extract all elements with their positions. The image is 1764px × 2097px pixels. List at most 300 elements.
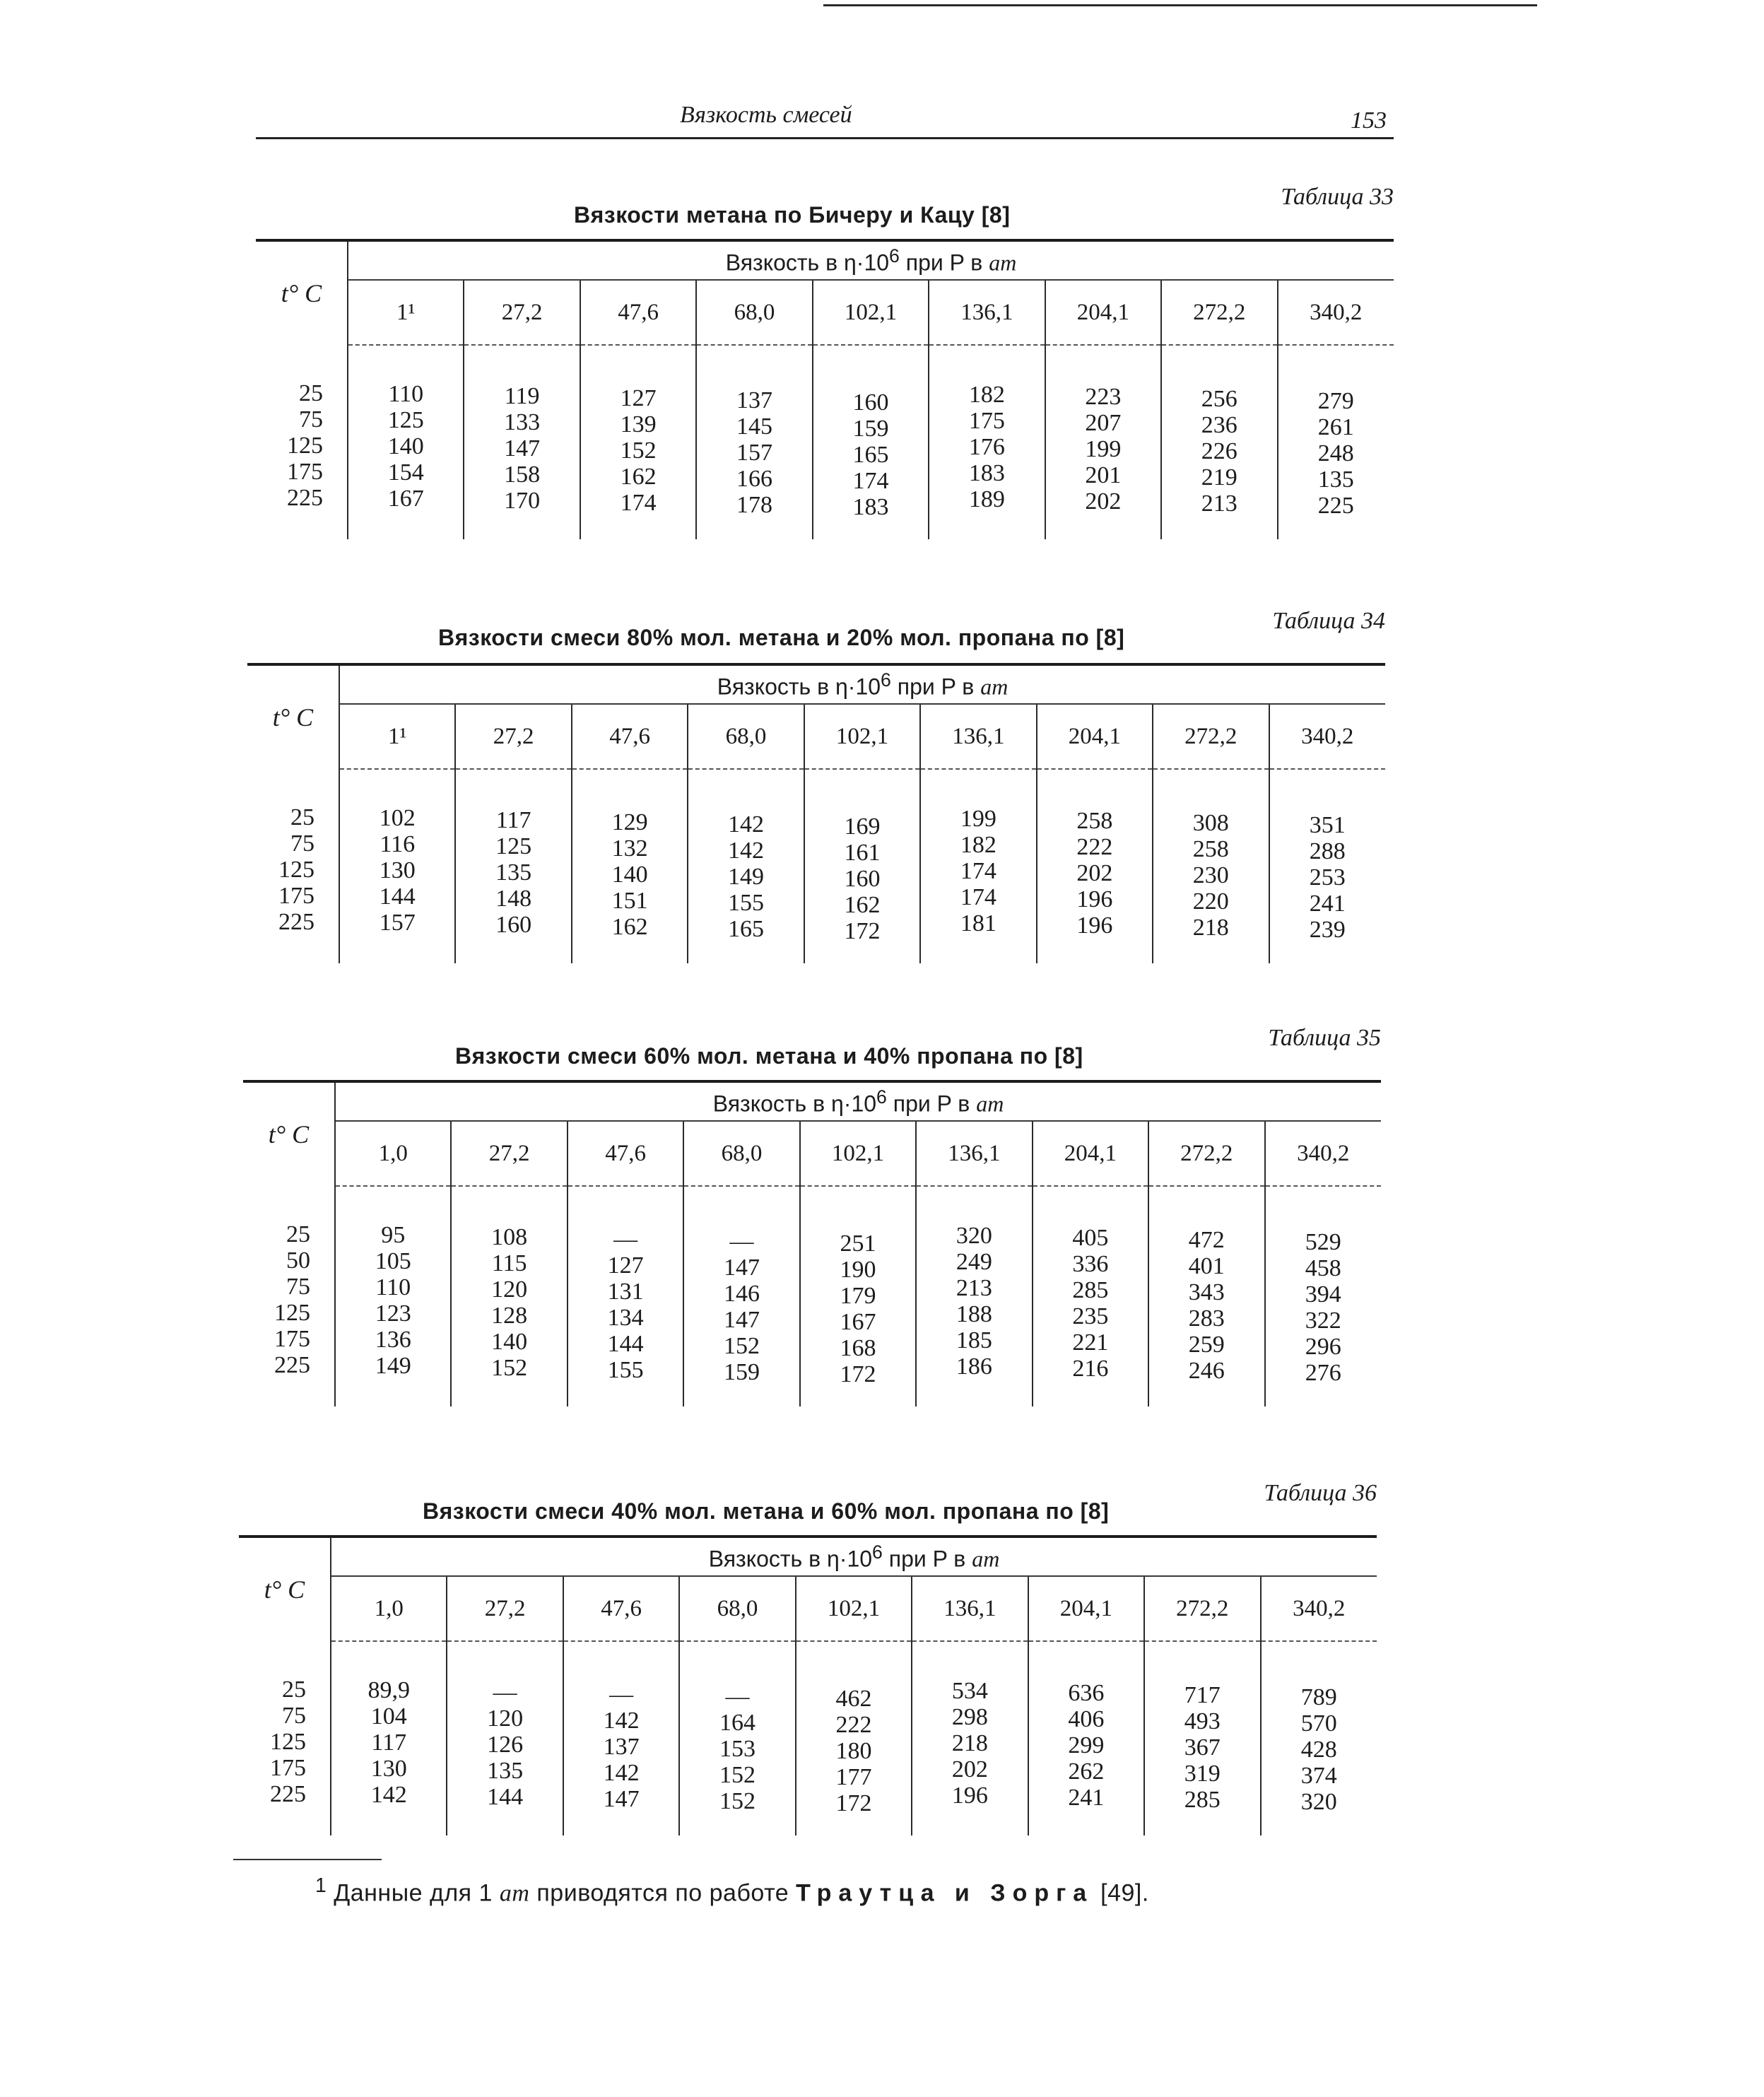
pressure-header: 272,2	[1144, 1576, 1260, 1641]
viscosity-value: 175	[968, 408, 1005, 434]
footnote-marker: 1	[315, 1874, 327, 1897]
pressure-header: 68,0	[679, 1576, 795, 1641]
viscosity-column	[1161, 345, 1277, 539]
pressure-header: 47,6	[572, 704, 688, 769]
viscosity-value: 343	[1188, 1279, 1225, 1305]
viscosity-value: 199	[960, 806, 996, 832]
viscosity-column	[804, 769, 920, 963]
viscosity-value: 125	[387, 407, 424, 433]
viscosity-value: 186	[956, 1353, 992, 1380]
viscosity-value: 276	[1305, 1360, 1341, 1386]
viscosity-value: 158	[504, 462, 541, 488]
temperature-value: 25	[299, 380, 323, 406]
temperature-value: 25	[286, 1221, 310, 1247]
viscosity-prefix: Вязкость в η·10	[717, 674, 881, 700]
viscosity-column	[1153, 769, 1269, 963]
viscosity-value: 170	[504, 488, 541, 514]
pressure-header: 1¹	[339, 704, 455, 769]
temperature-value: 225	[287, 485, 323, 511]
viscosity-value: 166	[736, 466, 773, 492]
table-title: Вязкости смеси 80% мол. метана и 20% мол. пропана по [8]	[438, 625, 1125, 650]
viscosity-value: 213	[1201, 491, 1237, 517]
viscosity-value: 110	[375, 1274, 411, 1300]
temperature-value: 125	[274, 1300, 310, 1326]
viscosity-header	[335, 1081, 1381, 1121]
pressure-header: 340,2	[1265, 1121, 1382, 1186]
viscosity-value: 142	[370, 1782, 407, 1808]
viscosity-column	[920, 769, 1036, 963]
viscosity-value: 172	[835, 1790, 872, 1816]
viscosity-value: 152	[719, 1788, 756, 1814]
temperature-value: 50	[286, 1247, 310, 1274]
viscosity-column	[696, 345, 812, 539]
viscosity-unit: ат	[972, 1546, 1000, 1572]
viscosity-value: 235	[1072, 1303, 1109, 1329]
viscosity-value: 183	[852, 494, 889, 520]
viscosity-value: 178	[736, 492, 773, 518]
footnote-authors: Траутца и Зорга	[796, 1879, 1094, 1907]
viscosity-exponent: 6	[876, 1086, 887, 1108]
viscosity-value: 188	[956, 1301, 992, 1327]
viscosity-column	[1269, 769, 1386, 963]
viscosity-value: 105	[375, 1248, 411, 1274]
viscosity-mid: при P в	[890, 674, 981, 700]
pressure-header: 136,1	[920, 704, 1036, 769]
pressure-header: 340,2	[1261, 1576, 1377, 1641]
pressure-header: 204,1	[1045, 280, 1161, 345]
temperature-value: 25	[290, 804, 314, 830]
viscosity-value: 207	[1085, 410, 1122, 436]
page-edge-line	[823, 4, 1537, 6]
temperature-value: 225	[270, 1781, 306, 1807]
viscosity-value: 117	[495, 807, 531, 833]
temperature-value: 75	[282, 1703, 306, 1729]
footnote	[315, 1874, 1149, 1907]
viscosity-column	[447, 1641, 563, 1835]
viscosity-value: 135	[495, 859, 532, 886]
viscosity-value: —	[609, 1681, 634, 1708]
viscosity-column	[929, 345, 1045, 539]
temperature-value: 75	[299, 406, 323, 433]
viscosity-value: —	[613, 1226, 638, 1252]
pressure-header: 27,2	[464, 280, 580, 345]
pressure-header: 47,6	[568, 1121, 683, 1186]
temperature-column	[247, 769, 339, 963]
viscosity-value: 182	[960, 832, 996, 858]
pressure-header: 102,1	[813, 280, 929, 345]
viscosity-column	[1144, 1641, 1260, 1835]
viscosity-value: 789	[1300, 1684, 1337, 1710]
viscosity-value: 149	[728, 864, 765, 890]
viscosity-value: 146	[724, 1281, 760, 1307]
viscosity-value: 102	[379, 805, 416, 831]
viscosity-value: 145	[736, 413, 773, 440]
viscosity-mid: при P в	[886, 1091, 977, 1117]
viscosity-value: 142	[603, 1708, 640, 1734]
viscosity-value: 135	[1317, 466, 1354, 493]
viscosity-value: 320	[1300, 1789, 1337, 1815]
viscosity-value: 196	[1076, 912, 1113, 939]
viscosity-value: 218	[1192, 915, 1229, 941]
viscosity-value: 95	[381, 1222, 406, 1248]
viscosity-header	[331, 1537, 1377, 1576]
viscosity-value: 406	[1068, 1706, 1105, 1732]
pressure-header: 102,1	[804, 704, 920, 769]
viscosity-value: 258	[1076, 808, 1113, 834]
pressure-header: 1¹	[348, 280, 464, 345]
viscosity-table	[256, 239, 1394, 539]
viscosity-value: 120	[487, 1705, 524, 1732]
pressure-header: 1,0	[331, 1576, 447, 1641]
viscosity-value: 261	[1317, 414, 1354, 440]
t-header: t° C	[256, 240, 348, 345]
viscosity-column	[580, 345, 696, 539]
viscosity-value: 222	[1076, 834, 1113, 860]
viscosity-value: 131	[607, 1279, 644, 1305]
viscosity-column	[1037, 769, 1153, 963]
viscosity-value: 180	[835, 1738, 872, 1764]
viscosity-value: 394	[1305, 1281, 1341, 1308]
viscosity-value: 196	[1076, 886, 1113, 912]
viscosity-value: 174	[620, 490, 657, 516]
viscosity-value: 256	[1201, 386, 1237, 412]
viscosity-value: 216	[1072, 1356, 1109, 1382]
viscosity-value: 167	[840, 1309, 876, 1335]
viscosity-column	[1045, 345, 1161, 539]
viscosity-prefix: Вязкость в η·10	[708, 1546, 873, 1572]
viscosity-column	[1265, 1186, 1382, 1406]
viscosity-value: 374	[1300, 1763, 1337, 1789]
viscosity-value: 248	[1317, 440, 1354, 466]
viscosity-value: 142	[728, 811, 765, 838]
viscosity-value: 218	[951, 1730, 988, 1756]
viscosity-value: 258	[1192, 836, 1229, 862]
pressure-header: 136,1	[912, 1576, 1028, 1641]
temperature-value: 225	[278, 909, 314, 935]
viscosity-unit: ат	[980, 674, 1009, 700]
viscosity-value: 428	[1300, 1737, 1337, 1763]
viscosity-value: 89,9	[368, 1677, 410, 1703]
temperature-value: 75	[286, 1274, 310, 1300]
viscosity-value: 115	[491, 1250, 527, 1276]
footnote-text-mid: приводятся по работе	[529, 1879, 796, 1907]
viscosity-value: 296	[1305, 1334, 1341, 1360]
pressure-header: 27,2	[451, 1121, 567, 1186]
temperature-column	[239, 1641, 331, 1835]
pressure-header: 47,6	[580, 280, 696, 345]
viscosity-value: 262	[1068, 1758, 1105, 1785]
viscosity-value: 236	[1201, 412, 1237, 438]
viscosity-value: 129	[611, 809, 648, 835]
temperature-value: 175	[287, 459, 323, 485]
viscosity-column	[683, 1186, 799, 1406]
viscosity-column	[796, 1641, 912, 1835]
viscosity-exponent: 6	[881, 669, 891, 691]
viscosity-value: 202	[1076, 860, 1113, 886]
pressure-header: 204,1	[1033, 1121, 1148, 1186]
viscosity-value: 298	[951, 1704, 988, 1730]
viscosity-value: 123	[375, 1300, 411, 1327]
viscosity-value: 172	[844, 918, 881, 944]
viscosity-value: 147	[724, 1255, 760, 1281]
viscosity-value: 322	[1305, 1308, 1341, 1334]
temperature-value: 75	[290, 830, 314, 857]
table-label: Таблица 33	[1281, 184, 1394, 210]
viscosity-value: 199	[1085, 436, 1122, 462]
viscosity-table	[247, 663, 1385, 963]
viscosity-value: 259	[1188, 1332, 1225, 1358]
viscosity-column	[348, 345, 464, 539]
page-number: 153	[1351, 107, 1387, 134]
viscosity-value: 144	[607, 1331, 644, 1357]
viscosity-column	[813, 345, 929, 539]
viscosity-value: 176	[968, 434, 1005, 460]
viscosity-value: 167	[387, 486, 424, 512]
viscosity-value: 239	[1309, 917, 1346, 943]
viscosity-value: 222	[835, 1712, 872, 1738]
viscosity-value: 351	[1309, 812, 1346, 838]
viscosity-value: 241	[1309, 891, 1346, 917]
viscosity-value: 130	[370, 1756, 407, 1782]
viscosity-value: 155	[728, 890, 765, 916]
viscosity-value: 299	[1068, 1732, 1105, 1758]
viscosity-value: 153	[719, 1736, 756, 1762]
viscosity-value: 117	[371, 1729, 407, 1756]
viscosity-value: 185	[956, 1327, 992, 1353]
viscosity-value: —	[725, 1684, 750, 1710]
viscosity-value: 190	[840, 1257, 876, 1283]
pressure-header: 204,1	[1037, 704, 1153, 769]
running-title: Вязкость смесей	[680, 102, 852, 128]
viscosity-value: 220	[1192, 888, 1229, 915]
viscosity-value: 126	[487, 1732, 524, 1758]
viscosity-column	[679, 1641, 795, 1835]
pressure-header: 68,0	[688, 704, 804, 769]
viscosity-value: 134	[607, 1305, 644, 1331]
viscosity-column	[1028, 1641, 1144, 1835]
viscosity-column	[800, 1186, 916, 1406]
viscosity-value: 159	[724, 1359, 760, 1385]
viscosity-value: 160	[844, 866, 881, 892]
viscosity-value: 161	[844, 840, 881, 866]
viscosity-value: 174	[960, 884, 996, 910]
footnote-ref: [49].	[1093, 1879, 1149, 1907]
table-title: Вязкости смеси 40% мол. метана и 60% мол. пропана по [8]	[423, 1498, 1110, 1524]
viscosity-value: 226	[1201, 438, 1237, 464]
viscosity-value: 139	[620, 411, 657, 437]
viscosity-header	[339, 664, 1385, 704]
viscosity-value: 225	[1317, 493, 1354, 519]
viscosity-value: 221	[1072, 1329, 1109, 1356]
viscosity-value: 570	[1300, 1710, 1337, 1737]
table-title: Вязкости смеси 60% мол. метана и 40% пропана по [8]	[455, 1043, 1083, 1069]
temperature-value: 125	[270, 1729, 306, 1755]
viscosity-value: 104	[370, 1703, 407, 1729]
viscosity-exponent: 6	[889, 245, 900, 266]
viscosity-value: 130	[379, 857, 416, 883]
viscosity-column	[335, 1186, 451, 1406]
footnote-unit: ат	[499, 1880, 530, 1907]
viscosity-value: 165	[728, 916, 765, 942]
viscosity-column	[331, 1641, 447, 1835]
viscosity-value: 137	[736, 387, 773, 413]
viscosity-value: 367	[1184, 1734, 1221, 1761]
viscosity-table	[239, 1535, 1377, 1835]
viscosity-value: 164	[719, 1710, 756, 1736]
pressure-header: 68,0	[696, 280, 812, 345]
temperature-value: 25	[282, 1676, 306, 1703]
viscosity-value: 279	[1317, 388, 1354, 414]
viscosity-value: 127	[620, 385, 657, 411]
temperature-value: 175	[270, 1755, 306, 1781]
viscosity-value: 177	[835, 1764, 872, 1790]
viscosity-value: 493	[1184, 1708, 1221, 1734]
pressure-header: 136,1	[929, 280, 1045, 345]
viscosity-mid: при P в	[899, 249, 989, 276]
viscosity-value: 151	[611, 888, 648, 914]
viscosity-value: 223	[1085, 384, 1122, 410]
viscosity-value: 401	[1188, 1253, 1225, 1279]
viscosity-column	[563, 1641, 679, 1835]
temperature-column	[243, 1186, 335, 1406]
viscosity-value: 160	[495, 912, 532, 938]
pressure-header: 136,1	[916, 1121, 1032, 1186]
viscosity-value: 110	[388, 381, 424, 407]
t-header: t° C	[239, 1537, 331, 1641]
viscosity-table	[243, 1080, 1381, 1406]
viscosity-value: 120	[491, 1276, 528, 1303]
t-header: t° C	[243, 1081, 335, 1186]
viscosity-value: 135	[487, 1758, 524, 1784]
viscosity-value: 283	[1188, 1305, 1225, 1332]
viscosity-unit: ат	[976, 1091, 1004, 1117]
viscosity-value: 219	[1201, 464, 1237, 491]
viscosity-value: 152	[620, 437, 657, 464]
viscosity-column	[1148, 1186, 1264, 1406]
viscosity-mid: при P в	[882, 1546, 972, 1572]
footnote-separator	[233, 1859, 382, 1860]
viscosity-value: 169	[844, 813, 881, 840]
viscosity-column	[916, 1186, 1032, 1406]
viscosity-value: 308	[1192, 810, 1229, 836]
viscosity-value: —	[493, 1679, 517, 1705]
pressure-header: 1,0	[335, 1121, 451, 1186]
viscosity-exponent: 6	[872, 1541, 883, 1563]
viscosity-value: 108	[491, 1224, 528, 1250]
pressure-header: 204,1	[1028, 1576, 1144, 1641]
viscosity-column	[455, 769, 571, 963]
viscosity-column	[464, 345, 580, 539]
viscosity-prefix: Вязкость в η·10	[712, 1091, 877, 1117]
temperature-value: 225	[274, 1352, 310, 1378]
footnote-text-before: Данные для 1	[334, 1879, 500, 1907]
viscosity-value: 128	[491, 1303, 528, 1329]
viscosity-value: 137	[603, 1734, 640, 1760]
viscosity-value: 157	[379, 910, 416, 936]
pressure-header: 68,0	[683, 1121, 799, 1186]
viscosity-value: 142	[728, 838, 765, 864]
viscosity-column	[572, 769, 688, 963]
viscosity-column	[339, 769, 455, 963]
viscosity-value: 155	[607, 1357, 644, 1383]
viscosity-column	[1033, 1186, 1148, 1406]
viscosity-value: 179	[840, 1283, 876, 1309]
pressure-header: 27,2	[455, 704, 571, 769]
viscosity-header	[348, 240, 1394, 280]
viscosity-value: 119	[504, 383, 540, 409]
pressure-header: 272,2	[1148, 1121, 1264, 1186]
viscosity-value: 241	[1068, 1785, 1105, 1811]
temperature-value: 125	[287, 433, 323, 459]
viscosity-value: 472	[1188, 1227, 1225, 1253]
viscosity-value: 142	[603, 1760, 640, 1786]
pressure-header: 340,2	[1278, 280, 1394, 345]
viscosity-value: 162	[611, 914, 648, 940]
temperature-value: 175	[278, 883, 314, 909]
viscosity-value: 160	[852, 389, 889, 416]
viscosity-value: 405	[1072, 1225, 1109, 1251]
viscosity-value: 127	[607, 1252, 644, 1279]
viscosity-value: 230	[1192, 862, 1229, 888]
viscosity-value: 636	[1068, 1680, 1105, 1706]
viscosity-value: 336	[1072, 1251, 1109, 1277]
viscosity-unit: ат	[989, 249, 1017, 276]
viscosity-value: 458	[1305, 1255, 1341, 1281]
viscosity-value: 144	[487, 1784, 524, 1810]
viscosity-value: 174	[852, 468, 889, 494]
viscosity-value: 159	[852, 416, 889, 442]
viscosity-value: 183	[968, 460, 1005, 486]
pressure-header: 47,6	[563, 1576, 679, 1641]
viscosity-value: 162	[844, 892, 881, 918]
viscosity-value: 132	[611, 835, 648, 862]
viscosity-value: 140	[491, 1329, 528, 1355]
viscosity-value: 196	[951, 1782, 988, 1809]
viscosity-value: 152	[719, 1762, 756, 1788]
viscosity-column	[451, 1186, 567, 1406]
viscosity-value: 168	[840, 1335, 876, 1361]
viscosity-value: 136	[375, 1327, 411, 1353]
viscosity-value: 534	[951, 1678, 988, 1704]
viscosity-prefix: Вязкость в η·10	[725, 249, 890, 276]
viscosity-value: 125	[495, 833, 532, 859]
viscosity-value: 182	[968, 382, 1005, 408]
viscosity-column	[912, 1641, 1028, 1835]
viscosity-column	[1261, 1641, 1377, 1835]
viscosity-value: 189	[968, 486, 1005, 512]
pressure-header: 272,2	[1153, 704, 1269, 769]
viscosity-value: 202	[951, 1756, 988, 1782]
table-label: Таблица 36	[1264, 1480, 1377, 1506]
viscosity-value: 181	[960, 910, 996, 936]
viscosity-value: 320	[956, 1223, 992, 1249]
viscosity-column	[688, 769, 804, 963]
viscosity-value: 133	[504, 409, 541, 435]
viscosity-value: 149	[375, 1353, 411, 1379]
table-label: Таблица 35	[1268, 1025, 1381, 1051]
viscosity-value: 462	[835, 1686, 872, 1712]
viscosity-value: 202	[1085, 488, 1122, 515]
viscosity-value: 148	[495, 886, 532, 912]
viscosity-value: 147	[724, 1307, 760, 1333]
page-header	[256, 98, 1394, 139]
table-title: Вязкости метана по Бичеру и Кацу [8]	[574, 202, 1011, 228]
temperature-value: 125	[278, 857, 314, 883]
viscosity-value: 147	[603, 1786, 640, 1812]
viscosity-value: 154	[387, 459, 424, 486]
viscosity-column	[568, 1186, 683, 1406]
viscosity-value: 116	[380, 831, 416, 857]
